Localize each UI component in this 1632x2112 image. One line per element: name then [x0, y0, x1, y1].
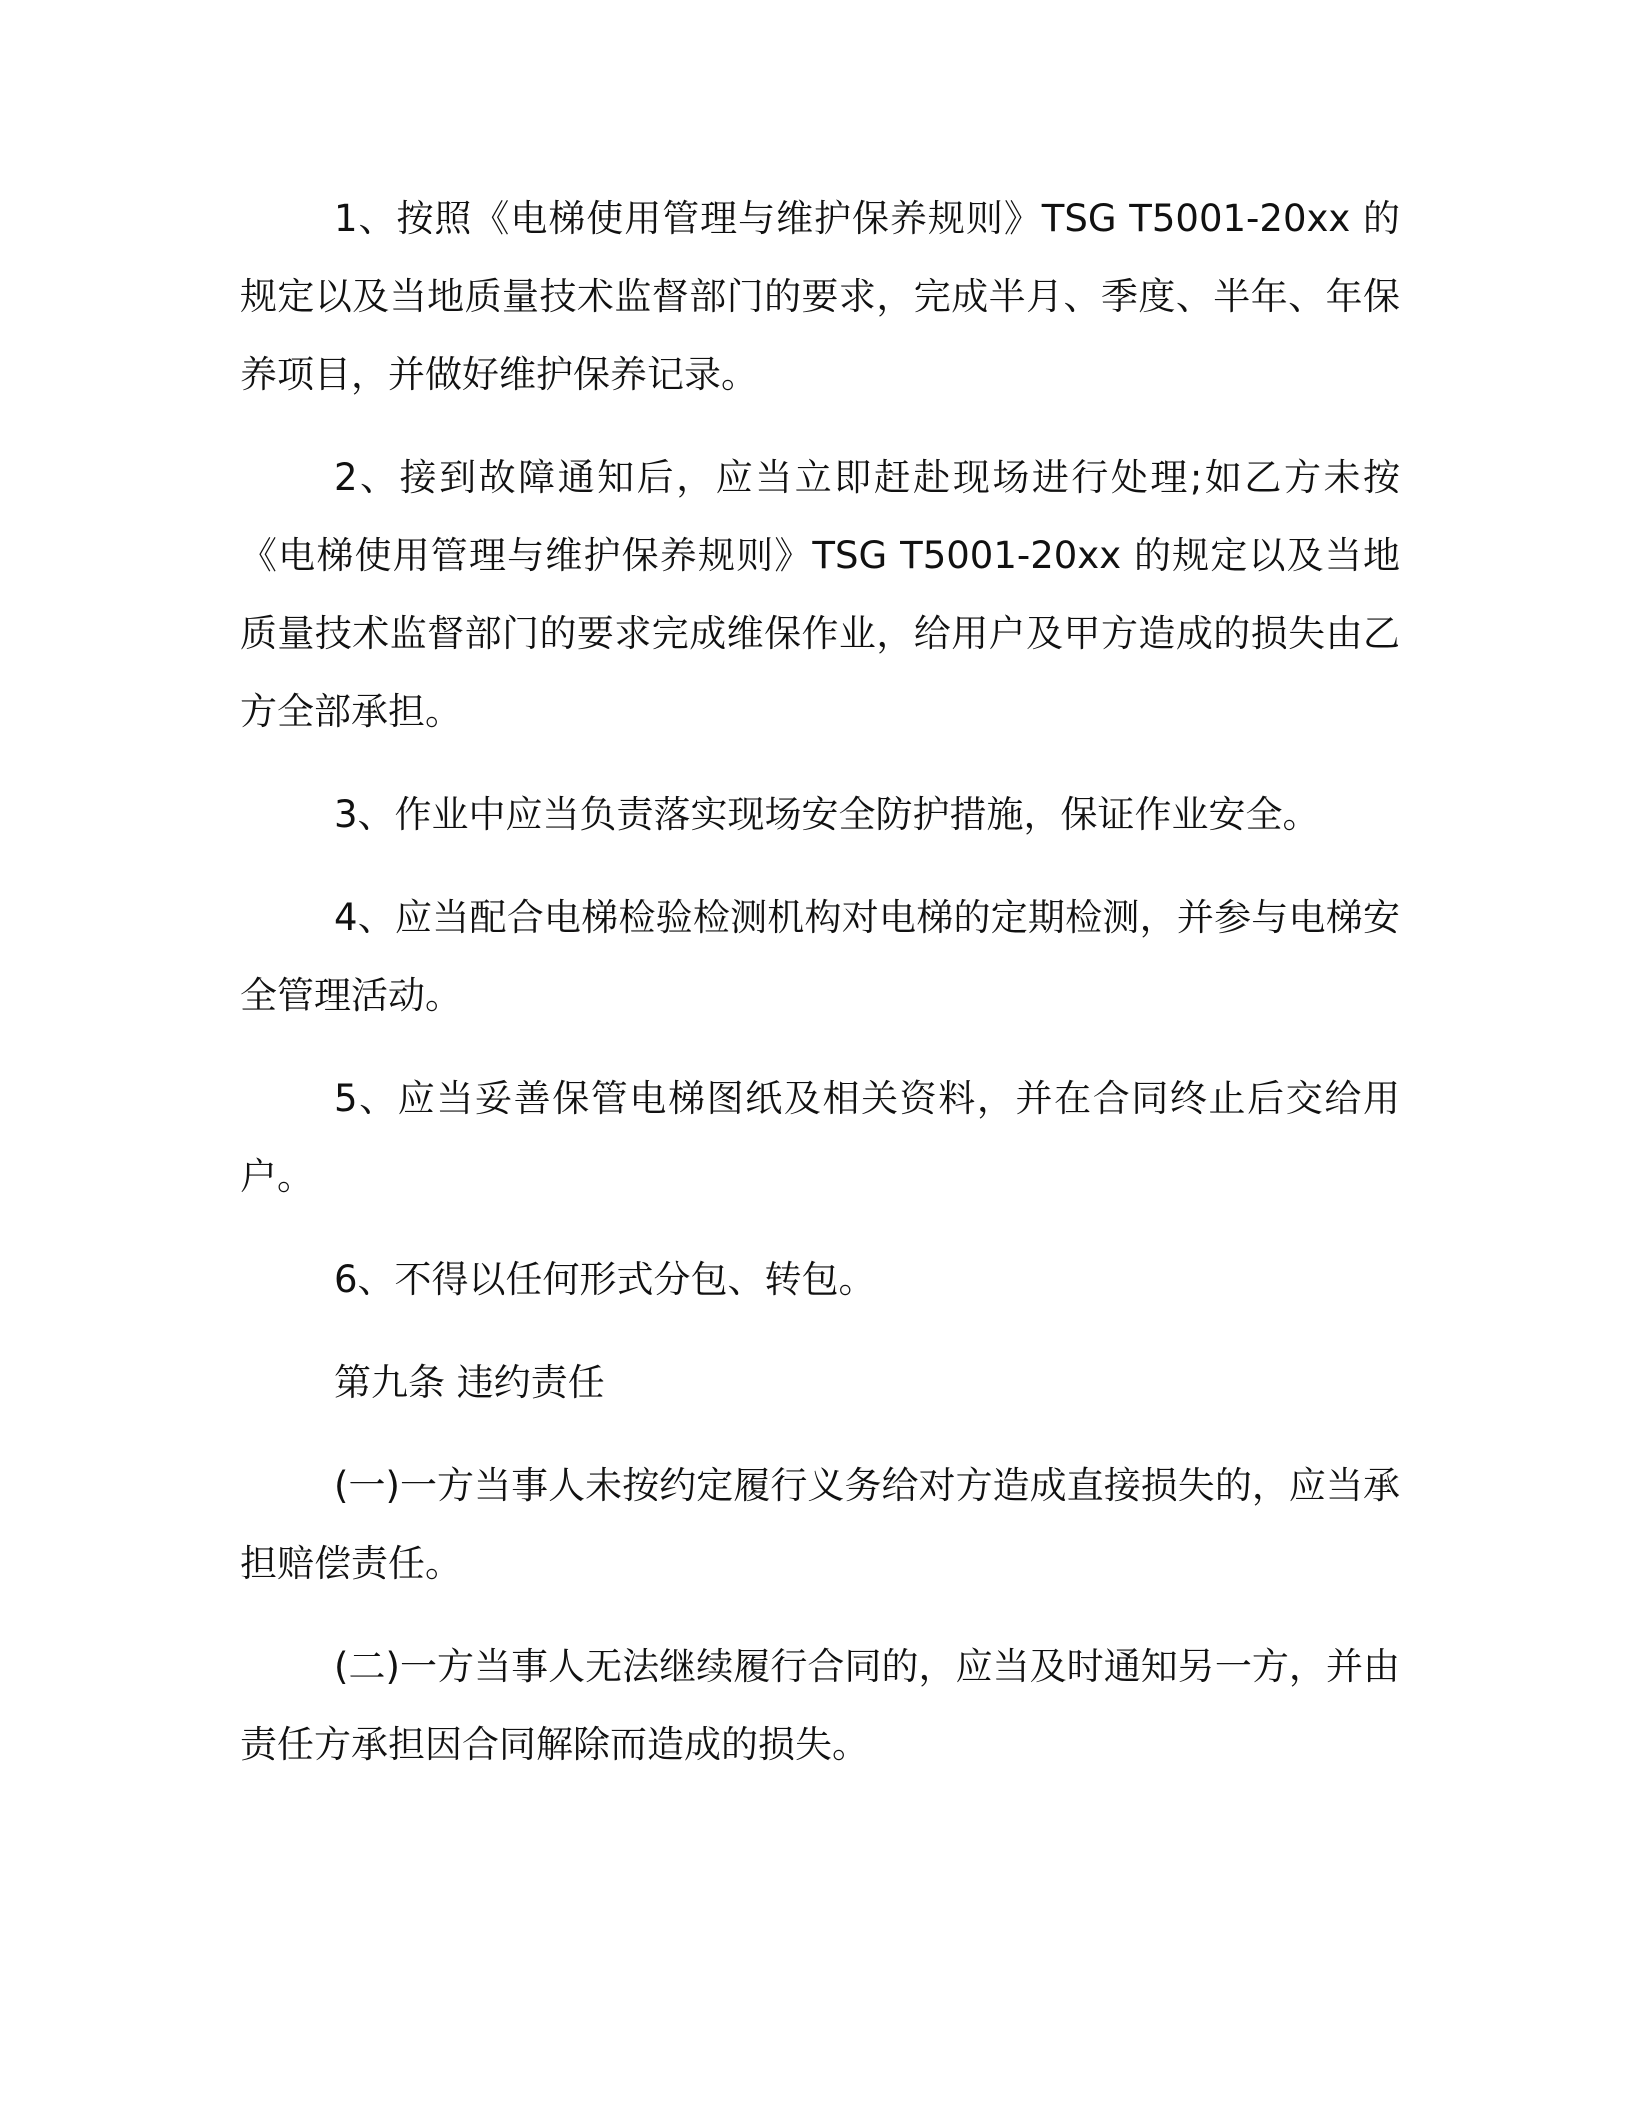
clause-paragraph-6: 6、不得以任何形式分包、转包。 — [334, 1258, 876, 1301]
clause-paragraph-5: 5、应当妥善保管电梯图纸及相关资料，并在合同终止后交给用户。 — [240, 1077, 1400, 1198]
liability-paragraph-1: (一)一方当事人未按约定履行义务给对方造成直接损失的，应当承担赔偿责任。 — [240, 1464, 1400, 1585]
liability-paragraph-2: (二)一方当事人无法继续履行合同的，应当及时通知另一方，并由责任方承担因合同解除而造成的损失。 — [240, 1645, 1400, 1766]
clause-paragraph-2: 2、接到故障通知后，应当立即赶赴现场进行处理;如乙方未按《电梯使用管理与维护保养规则》TSG T5001-20xx 的规定以及当地质量技术监督部门的要求完成维保作业，给用户及甲方造成的损失由乙方全部承担。 — [240, 456, 1400, 733]
document-body — [240, 180, 1400, 1809]
section-heading: 第九条 违约责任 — [334, 1361, 605, 1404]
clause-paragraph-1: 1、按照《电梯使用管理与维护保养规则》TSG T5001-20xx 的规定以及当地质量技术监督部门的要求，完成半月、季度、半年、年保养项目，并做好维护保养记录。 — [240, 197, 1400, 396]
clause-paragraph-4: 4、应当配合电梯检验检测机构对电梯的定期检测，并参与电梯安全管理活动。 — [240, 896, 1400, 1017]
clause-paragraph-3: 3、作业中应当负责落实现场安全防护措施，保证作业安全。 — [334, 793, 1320, 836]
